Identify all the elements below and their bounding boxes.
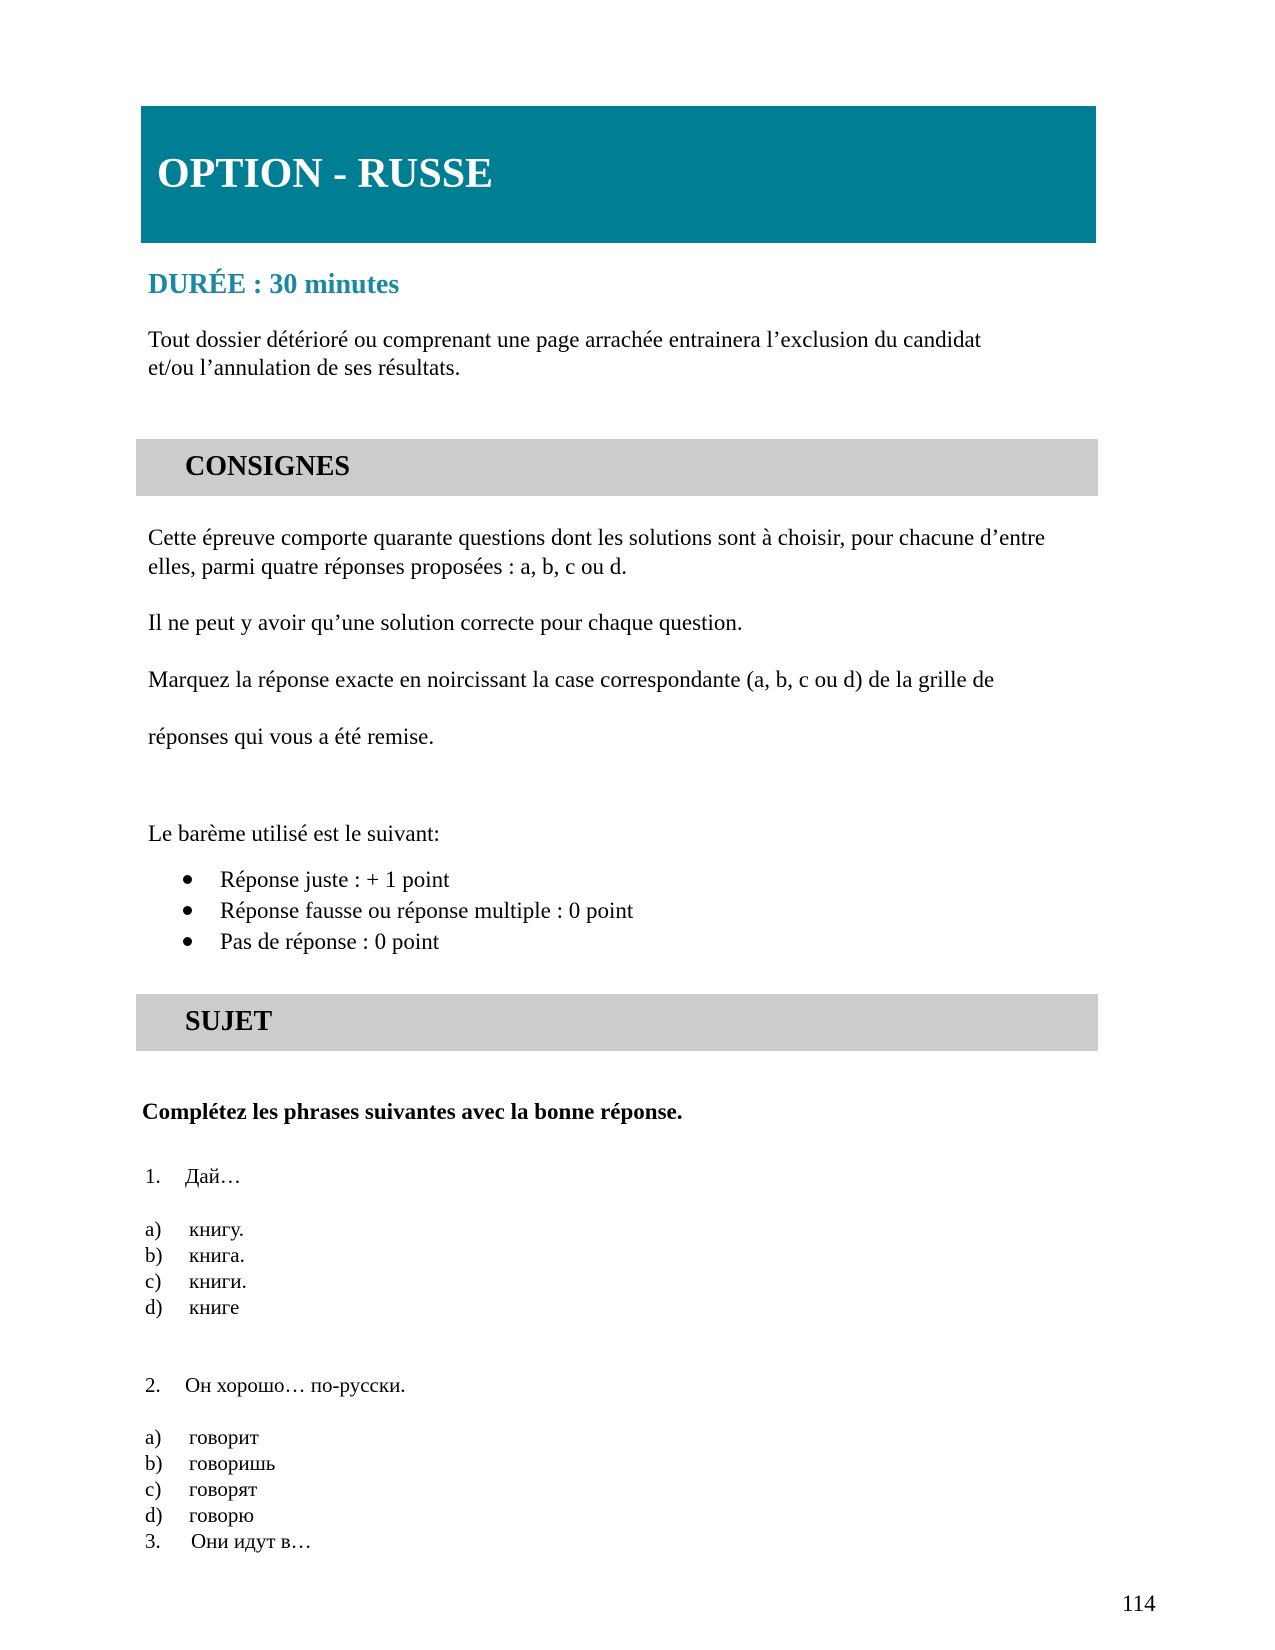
bareme-item <box>183 864 633 895</box>
option-text: говоришь <box>189 1451 276 1475</box>
sujet-instruction: Complétez les phrases suivantes avec la bonne réponse. <box>142 1099 683 1124</box>
bareme-list <box>183 864 633 957</box>
duration-label: DURÉE : 30 minutes <box>148 269 400 300</box>
option-text: говорит <box>189 1425 259 1449</box>
page-number: 114 <box>1122 1591 1156 1616</box>
option-letter: d) <box>145 1503 163 1527</box>
consignes-paragraph-1-line-1: Cette épreuve comporte quarante questions dont les solutions sont à choisir, pour chacune d’entre <box>148 525 1046 550</box>
option-letter: c) <box>145 1269 162 1293</box>
option-letter: b) <box>145 1451 163 1475</box>
bullet-icon <box>183 937 192 946</box>
question-number: 3. <box>145 1529 161 1553</box>
bareme-item <box>183 926 633 957</box>
warning-line-1: Tout dossier détérioré ou comprenant une page arrachée entrainera l’exclusion du candidat <box>148 327 982 352</box>
bareme-item <box>183 895 633 926</box>
question-text: Он хорошо… по-русски. <box>185 1373 406 1397</box>
option-letter: d) <box>145 1295 163 1319</box>
option-text: говорю <box>189 1503 255 1527</box>
option-letter: b) <box>145 1243 163 1267</box>
consignes-paragraph-2: Il ne peut y avoir qu’une solution correcte pour chaque question. <box>148 610 743 635</box>
question-text: Они идут в… <box>191 1529 312 1553</box>
bareme-item-text: Pas de réponse : 0 point <box>220 929 440 954</box>
consignes-paragraph-3-line-2: réponses qui vous a été remise. <box>148 724 435 749</box>
question-number: 2. <box>145 1373 161 1397</box>
consignes-paragraph-3-line-1: Marquez la réponse exacte en noircissant la case correspondante (a, b, c ou d) de la grille de <box>148 667 995 692</box>
question-text: Дай… <box>185 1164 241 1188</box>
bareme-intro: Le barème utilisé est le suivant: <box>148 821 440 846</box>
consignes-header-bar <box>136 439 1098 496</box>
consignes-paragraph-1-line-2: elles, parmi quatre réponses proposées : a, b, c ou d. <box>148 554 628 579</box>
bullet-icon <box>183 875 192 884</box>
bullet-icon <box>183 906 192 915</box>
option-text: говорят <box>189 1477 258 1501</box>
option-text: книгу. <box>189 1217 244 1241</box>
option-text: книга. <box>189 1243 245 1267</box>
option-letter: a) <box>145 1217 162 1241</box>
option-letter: a) <box>145 1425 162 1449</box>
page-title: OPTION - RUSSE <box>157 151 494 197</box>
bareme-item-text: Réponse fausse ou réponse multiple : 0 point <box>220 898 634 923</box>
bareme-item-text: Réponse juste : + 1 point <box>220 867 450 892</box>
option-text: книге <box>189 1295 240 1319</box>
warning-line-2: et/ou l’annulation de ses résultats. <box>148 355 461 380</box>
sujet-header-bar <box>136 994 1098 1051</box>
option-letter: c) <box>145 1477 162 1501</box>
option-text: книги. <box>189 1269 247 1293</box>
consignes-heading: CONSIGNES <box>185 451 350 482</box>
sujet-heading: SUJET <box>185 1006 273 1037</box>
question-number: 1. <box>145 1164 161 1188</box>
